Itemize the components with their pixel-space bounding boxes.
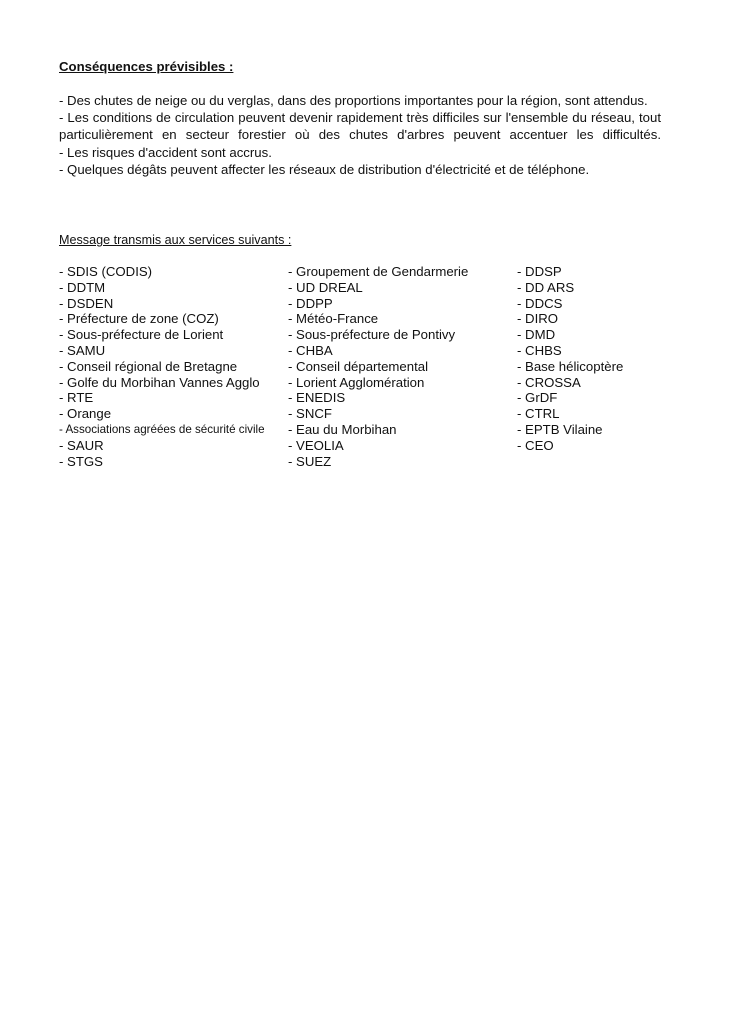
services-column-1 xyxy=(59,264,265,469)
service-item: - Base hélicoptère xyxy=(517,358,624,374)
services-title: Message transmis aux services suivants : xyxy=(59,233,292,247)
service-item: - DDPP xyxy=(288,295,333,311)
service-item: - RTE xyxy=(59,390,94,406)
service-item: - DD ARS xyxy=(517,279,575,295)
service-item: - SUEZ xyxy=(288,453,332,469)
service-item: - DSDEN xyxy=(59,295,114,311)
service-item: - Conseil départemental xyxy=(288,358,429,374)
service-item: - Préfecture de zone (COZ) xyxy=(59,311,219,327)
consequence-line: - Des chutes de neige ou du verglas, dans des proportions importantes pour la région, sont attendus. xyxy=(59,93,648,108)
services-column-3 xyxy=(517,264,623,454)
service-item: - DDSP xyxy=(517,264,562,279)
service-item: - DDTM xyxy=(59,279,106,295)
service-item: - STGS xyxy=(59,453,103,469)
service-item: - Sous-préfecture de Lorient xyxy=(59,327,224,343)
service-item: - DDCS xyxy=(517,295,563,311)
service-item: - CHBA xyxy=(288,342,333,358)
service-item: - SAMU xyxy=(59,342,106,358)
consequence-line: - Quelques dégâts peuvent affecter les réseaux de distribution d'électricité et de téléphone. xyxy=(59,161,590,177)
service-item: - CTRL xyxy=(517,406,560,422)
service-item: - EPTB Vilaine xyxy=(517,421,603,437)
service-item: - Conseil régional de Bretagne xyxy=(59,358,238,374)
service-item: - UD DREAL xyxy=(288,279,363,295)
consequence-line: - Les risques d'accident sont accrus. xyxy=(59,144,272,160)
service-item: - Météo-France xyxy=(288,311,379,327)
service-item: - CHBS xyxy=(517,342,562,358)
service-item: - CROSSA xyxy=(517,374,581,390)
service-item: - ENEDIS xyxy=(288,390,346,406)
service-item: - DIRO xyxy=(517,311,559,327)
consequences-title: Conséquences prévisibles : xyxy=(59,59,234,74)
services-column-2 xyxy=(288,264,468,469)
service-item: - SNCF xyxy=(288,406,332,422)
service-item: - Lorient Agglomération xyxy=(288,374,425,390)
service-item: - Eau du Morbihan xyxy=(288,421,397,437)
service-item: - Golfe du Morbihan Vannes Agglo xyxy=(59,374,260,390)
service-item: - DMD xyxy=(517,327,556,343)
service-item: - SAUR xyxy=(59,437,104,453)
service-item: - CEO xyxy=(517,437,554,453)
consequences-text xyxy=(59,92,661,178)
service-item: - Groupement de Gendarmerie xyxy=(288,264,469,279)
consequence-line: - Les conditions de circulation peuvent devenir rapidement très difficiles sur l'ensemble du réseau, tout particulièrement en secteur forestier où des chutes d'arbres peuvent accentuer les difficultés. xyxy=(59,110,661,143)
service-item: - SDIS (CODIS) xyxy=(59,264,153,279)
service-item: - VEOLIA xyxy=(288,437,344,453)
service-item: - Sous-préfecture de Pontivy xyxy=(288,327,456,343)
service-item: - GrDF xyxy=(517,390,558,406)
service-item: - Associations agréées de sécurité civile xyxy=(59,422,265,436)
service-item: - Orange xyxy=(59,406,112,422)
